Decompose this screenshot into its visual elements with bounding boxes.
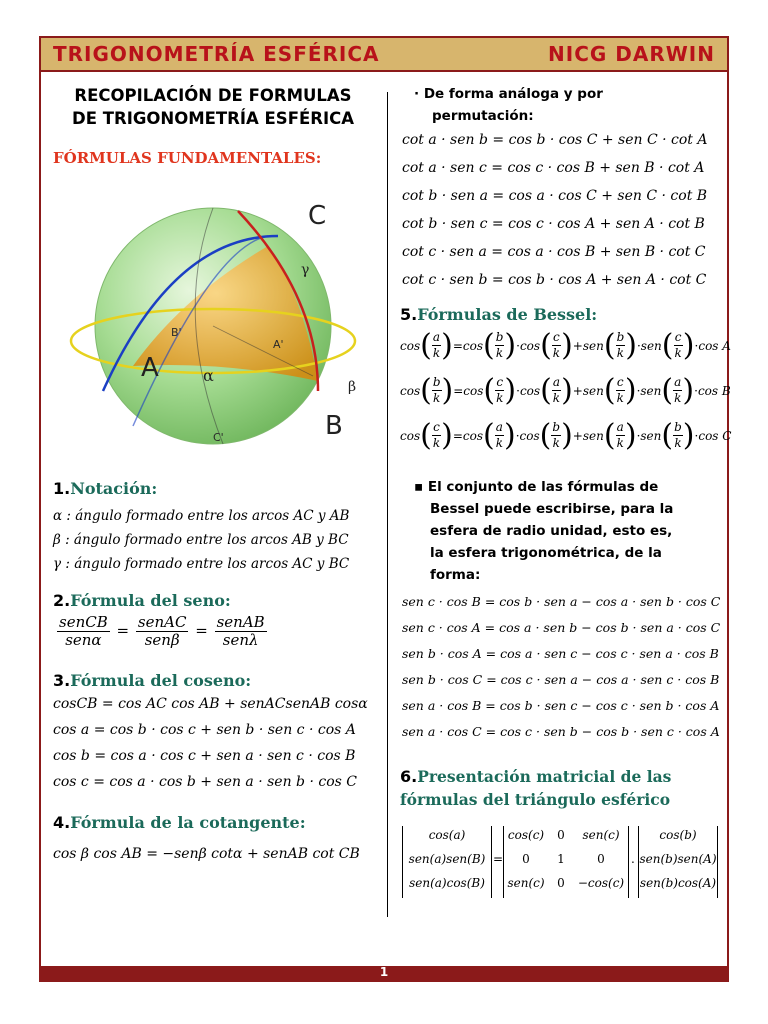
numerator: a xyxy=(616,420,624,434)
denominator: k xyxy=(674,391,682,405)
section-number: 2. xyxy=(53,591,71,610)
fraction xyxy=(616,330,626,361)
sine-fraction-2 xyxy=(136,614,189,649)
spherical-triangle-figure xyxy=(63,176,363,446)
numerator: senAC xyxy=(137,613,187,631)
fraction xyxy=(673,375,682,406)
paren-fraction: ( $\frac{b}{k}$ ) xyxy=(420,372,454,408)
denominator: k xyxy=(432,346,441,360)
fraction xyxy=(551,420,561,451)
section-3-heading xyxy=(53,671,251,690)
section-title: Fórmula del seno: xyxy=(70,591,231,610)
paren-fraction: ( $\frac{a}{k}$ ) xyxy=(661,372,695,408)
footer-bar xyxy=(41,966,727,980)
numerator: b xyxy=(495,330,504,344)
denominator: k xyxy=(616,391,624,405)
matrix-cell: cos(a) xyxy=(428,828,466,842)
page-title xyxy=(53,84,373,130)
matrix-cell: sen(c) xyxy=(582,828,620,842)
math-text: + xyxy=(572,383,583,398)
denominator: k xyxy=(552,436,560,450)
math-text: cos xyxy=(463,383,484,398)
math-text: cos A xyxy=(698,338,731,353)
denominator: senλ xyxy=(222,631,259,649)
math-text: · xyxy=(694,338,699,353)
vertex-cprime-label: C' xyxy=(213,431,224,444)
numerator: c xyxy=(674,330,682,344)
cot-formula-5: cot c · sen a = cos a · cos B + sen B · cot C xyxy=(402,244,706,260)
cosine-formula-4: cos c = cos a · cos b + sen a · sen b · cos C xyxy=(53,774,357,790)
numerator: b xyxy=(616,330,625,344)
header-author: NICG DARWIN xyxy=(548,42,715,66)
fraction xyxy=(616,420,625,451)
cot-formula-2: cot a · sen c = cos c · cos B + sen B · cot A xyxy=(402,160,705,176)
matrix-cell: −cos(c) xyxy=(577,876,625,890)
notation-gamma: γ : ángulo formado entre los arcos AC y BC xyxy=(53,556,350,572)
denominator: k xyxy=(552,391,561,405)
numerator: b xyxy=(432,375,441,389)
math-text: cos xyxy=(462,338,483,353)
unit-sphere-note-line-5: forma: xyxy=(430,567,481,583)
page-frame xyxy=(39,36,732,982)
unit-sphere-note-line-3: esfera de radio unidad, esto es, xyxy=(430,523,673,539)
bessel-formula-1 xyxy=(400,327,731,363)
section-number: 3. xyxy=(53,671,71,690)
paren-fraction: ( $\frac{b}{k}$ ) xyxy=(661,417,695,453)
math-text: sen xyxy=(640,383,662,398)
denominator: k xyxy=(433,391,441,405)
section-title: Fórmula de la cotangente: xyxy=(70,813,306,832)
math-text: · xyxy=(636,338,641,353)
unit-sphere-note-line-4: la esfera trigonométrica, de la xyxy=(430,545,662,561)
math-text: · xyxy=(515,428,520,443)
numerator: senAB xyxy=(216,613,265,631)
matrix-equation xyxy=(402,826,718,898)
cosine-formula-1: cosCB = cos AC cos AB + senACsenAB cosα xyxy=(53,696,368,712)
fundamentals-heading: FÓRMULAS FUNDAMENTALES: xyxy=(53,149,322,167)
notation-beta: β : ángulo formado entre los arcos AB y BC xyxy=(53,532,349,548)
denominator: k xyxy=(552,346,561,360)
math-text: + xyxy=(572,338,583,353)
page-title-line-2: DE TRIGONOMETRÍA ESFÉRICA xyxy=(72,109,354,128)
vertex-bprime-label: B' xyxy=(171,326,182,339)
equals-sign: = xyxy=(116,621,130,640)
page-title-line-1: RECOPILACIÓN DE FORMULAS xyxy=(74,86,352,105)
math-text: cos xyxy=(519,383,541,398)
math-text: · xyxy=(516,338,520,353)
paren-fraction: ( $\frac{c}{k}$ ) xyxy=(661,327,695,363)
denominator: senα xyxy=(65,631,102,649)
matrix-right xyxy=(638,826,718,898)
math-text: = xyxy=(453,383,464,398)
paren-fraction: ( $\frac{b}{k}$ ) xyxy=(483,327,517,363)
cot-formula-1: cot a · sen b = cos b · cos C + sen C · cot A xyxy=(402,132,708,148)
cot-formula-3: cot b · sen a = cos a · cos C + sen C · cot B xyxy=(402,188,708,204)
unit-sphere-note-line-1: ▪ El conjunto de las fórmulas de xyxy=(414,479,659,495)
math-text: · xyxy=(694,428,699,443)
math-text: sen xyxy=(640,338,662,353)
section-title: Notación: xyxy=(70,479,158,498)
vertex-aprime-label: A' xyxy=(273,338,284,351)
fraction xyxy=(495,420,504,451)
sine-fraction-3 xyxy=(215,614,267,649)
unit-formula-1: sen c · cos B = cos b · sen a − cos a · sen b · cos C xyxy=(402,594,721,609)
math-text: sen xyxy=(582,428,604,443)
numerator: b xyxy=(552,420,561,434)
cotangent-formula: cos β cos AB = −senβ cotα + senAB cot CB xyxy=(53,846,360,862)
vertex-b-text: B xyxy=(325,411,343,441)
section-number: 5. xyxy=(400,305,418,324)
denominator: k xyxy=(674,436,682,450)
math-text: cos xyxy=(400,428,421,443)
numerator: a xyxy=(552,375,560,389)
equals-sign: = xyxy=(195,621,208,640)
numerator: c xyxy=(553,330,560,344)
fraction xyxy=(432,375,442,406)
unit-formula-5: sen a · cos B = cos b · sen c − cos c · sen b · cos A xyxy=(402,698,720,713)
section-2-heading xyxy=(53,591,231,610)
math-text: cos xyxy=(462,428,483,443)
fraction xyxy=(495,330,505,361)
unit-formula-3: sen b · cos A = cos a · sen c − cos c · sen a · cos B xyxy=(402,646,719,661)
paren-fraction: ( $\frac{b}{k}$ ) xyxy=(603,327,637,363)
matrix-dot: . xyxy=(631,852,635,866)
vertex-c-label: C xyxy=(308,201,327,231)
section-number: 4. xyxy=(53,813,71,832)
paren-fraction: ( $\frac{c}{k}$ ) xyxy=(420,417,453,453)
matrix-cell: cos(c) xyxy=(507,828,545,842)
section-number: 6. xyxy=(400,767,418,786)
analogous-intro-line-2: permutación: xyxy=(432,108,534,124)
vertex-a-label: A xyxy=(141,353,159,383)
column-divider xyxy=(387,92,388,917)
section-title-line-1: Presentación matricial de las xyxy=(417,767,672,786)
matrix-cell: 0 xyxy=(557,876,565,890)
numerator: c xyxy=(616,375,624,389)
cosine-formula-2: cos a = cos b · cos c + sen b · sen c · cos A xyxy=(53,722,356,738)
denominator: k xyxy=(674,346,682,360)
unit-sphere-note-line-2: Bessel puede escribirse, para la xyxy=(430,501,674,517)
cot-formula-6: cot c · sen b = cos b · cos A + sen A · cot C xyxy=(402,272,707,288)
fraction xyxy=(552,330,561,361)
header-bar xyxy=(41,38,727,72)
angle-beta-label: β xyxy=(348,379,357,395)
angle-gamma-label: γ xyxy=(301,262,310,278)
fraction xyxy=(673,420,683,451)
math-text: cos B xyxy=(697,383,731,398)
angle-alpha-label: α xyxy=(203,366,214,385)
bessel-formula-3 xyxy=(400,417,732,453)
math-text: cos xyxy=(519,338,541,353)
math-text: · xyxy=(516,383,520,398)
fraction xyxy=(552,375,561,406)
numerator: a xyxy=(674,375,682,389)
fraction xyxy=(616,375,625,406)
numerator: a xyxy=(432,330,441,344)
math-text: = xyxy=(452,338,463,353)
section-5-heading xyxy=(400,305,597,324)
bessel-formula-2 xyxy=(400,372,731,408)
paren-fraction: ( $\frac{c}{k}$ ) xyxy=(483,372,517,408)
math-text: cos C xyxy=(698,428,732,443)
page-number: 1 xyxy=(379,965,389,979)
header-title: TRIGONOMETRÍA ESFÉRICA xyxy=(53,42,380,66)
math-text: · xyxy=(694,383,698,398)
matrix-equals: = xyxy=(493,852,504,866)
section-1-heading xyxy=(53,479,157,498)
matrix-cell: sen(b)cos(A) xyxy=(639,876,717,890)
matrix-cell: 0 xyxy=(557,828,565,842)
paren-fraction: ( $\frac{b}{k}$ ) xyxy=(539,417,573,453)
denominator: k xyxy=(495,346,504,360)
paren-fraction: ( $\frac{a}{k}$ ) xyxy=(603,417,637,453)
paren-fraction: ( $\frac{c}{k}$ ) xyxy=(540,327,573,363)
matrix-cell: 0 xyxy=(597,852,605,866)
numerator: senCB xyxy=(59,613,108,631)
numerator: c xyxy=(433,420,440,434)
section-title: Fórmula del coseno: xyxy=(70,671,252,690)
cot-formula-4: cot b · sen c = cos c · cos A + sen A · cot B xyxy=(402,216,705,232)
unit-formula-4: sen b · cos C = cos c · sen a − cos a · sen c · cos B xyxy=(402,672,720,687)
denominator: k xyxy=(432,436,441,450)
numerator: c xyxy=(496,375,504,389)
matrix-middle xyxy=(503,826,629,898)
matrix-cell: sen(a)sen(B) xyxy=(408,852,486,866)
math-text: cos xyxy=(400,383,421,398)
section-title-line-2: fórmulas del triángulo esférico xyxy=(400,790,671,809)
paren-fraction: ( $\frac{a}{k}$ ) xyxy=(540,372,573,408)
math-text: · xyxy=(636,428,641,443)
sine-rule xyxy=(55,614,269,649)
denominator: k xyxy=(616,346,625,360)
fraction xyxy=(432,420,441,451)
sine-fraction-1 xyxy=(57,614,110,649)
analogous-intro-line-1: · De forma análoga y por xyxy=(414,86,603,102)
matrix-cell: 1 xyxy=(557,852,565,866)
fraction xyxy=(495,375,504,406)
math-text: = xyxy=(452,428,463,443)
math-text: sen xyxy=(582,383,604,398)
math-text: cos xyxy=(400,338,421,353)
fraction xyxy=(674,330,683,361)
unit-formula-6: sen a · cos C = cos c · sen b − cos b · sen c · cos A xyxy=(402,724,720,739)
matrix-cell: sen(b)sen(A) xyxy=(639,852,717,866)
denominator: k xyxy=(616,436,624,450)
math-text: sen xyxy=(582,338,604,353)
cosine-formula-3: cos b = cos a · cos c + sen a · sen c · cos B xyxy=(53,748,356,764)
matrix-cell: 0 xyxy=(522,852,530,866)
matrix-cell: sen(a)cos(B) xyxy=(409,876,485,890)
denominator: k xyxy=(496,391,504,405)
notation-alpha: α : ángulo formado entre los arcos AC y AB xyxy=(53,508,350,524)
section-number: 1. xyxy=(53,479,71,498)
math-text: + xyxy=(572,428,583,443)
section-4-heading xyxy=(53,813,306,832)
math-text: sen xyxy=(640,428,662,443)
denominator: senβ xyxy=(144,631,180,649)
matrix-cell: cos(b) xyxy=(659,828,697,842)
section-6-heading xyxy=(400,765,671,811)
fraction xyxy=(432,330,441,361)
matrix-left xyxy=(402,826,492,898)
section-title: Fórmulas de Bessel: xyxy=(417,305,598,324)
unit-formula-2: sen c · cos A = cos a · sen b − cos b · sen a · cos C xyxy=(402,620,721,635)
matrix-cell: sen(c) xyxy=(507,876,545,890)
math-text: · xyxy=(636,383,641,398)
numerator: b xyxy=(674,420,682,434)
paren-fraction: ( $\frac{c}{k}$ ) xyxy=(603,372,637,408)
numerator: a xyxy=(495,420,503,434)
paren-fraction: ( $\frac{a}{k}$ ) xyxy=(420,327,453,363)
math-text: cos xyxy=(519,428,540,443)
denominator: k xyxy=(495,436,503,450)
paren-fraction: ( $\frac{a}{k}$ ) xyxy=(483,417,516,453)
